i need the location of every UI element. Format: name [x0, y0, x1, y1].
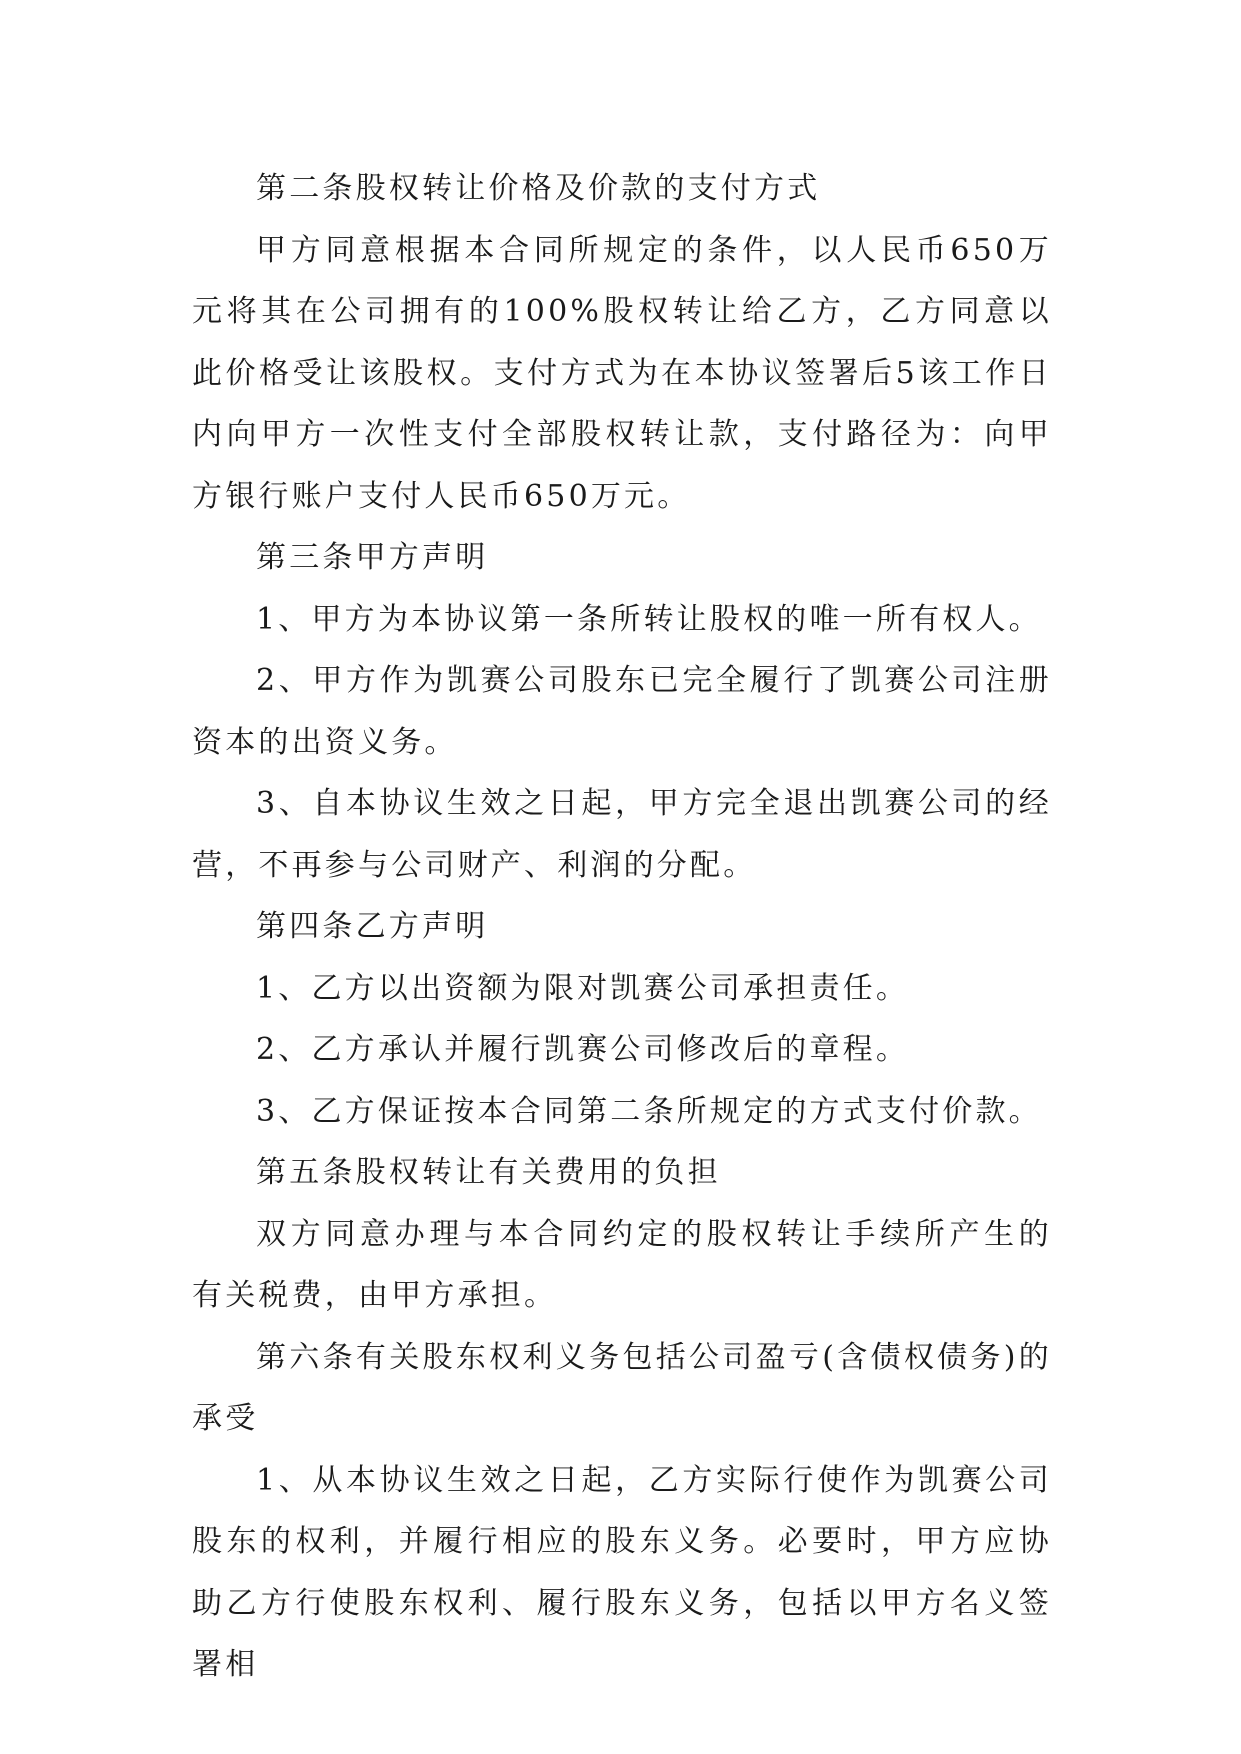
- section-2-paragraph: 甲方同意根据本合同所规定的条件，以人民币650万元将其在公司拥有的100%股权转让给乙方，乙方同意以此价格受让该股权。支付方式为在本协议签署后5该工作日内向甲方一次性支付全部股权转让款，支付路径为：向甲方银行账户支付人民币650万元。: [192, 232, 1052, 514]
- section-3-item-3: 3、自本协议生效之日起，甲方完全退出凯赛公司的经营，不再参与公司财产、利润的分配。: [192, 786, 1052, 883]
- section-6-heading: 第六条有关股东权利义务包括公司盈亏(含债权债务)的承受: [192, 1339, 1052, 1436]
- section-6-item-1: 1、从本协议生效之日起，乙方实际行使作为凯赛公司股东的权利，并履行相应的股东义务。必要时，甲方应协助乙方行使股东权利、履行股东义务，包括以甲方名义签署相: [192, 1462, 1052, 1682]
- section-2-heading: 第二条股权转让价格及价款的支付方式: [256, 171, 821, 206]
- section-5-heading: 第五条股权转让有关费用的负担: [256, 1155, 721, 1190]
- section-4-item-2: 2、乙方承认并履行凯赛公司修改后的章程。: [256, 1032, 910, 1067]
- section-4-item-3: 3、乙方保证按本合同第二条所规定的方式支付价款。: [256, 1093, 1042, 1129]
- section-3-item-1: 1、甲方为本协议第一条所转让股权的唯一所有权人。: [256, 601, 1042, 637]
- document-body: [192, 158, 1052, 1696]
- section-4-item-1: 1、乙方以出资额为限对凯赛公司承担责任。: [256, 970, 910, 1006]
- section-5-paragraph: 双方同意办理与本合同约定的股权转让手续所产生的有关税费，由甲方承担。: [192, 1216, 1052, 1313]
- section-3-heading: 第三条甲方声明: [256, 540, 489, 575]
- section-3-item-2: 2、甲方作为凯赛公司股东已完全履行了凯赛公司注册资本的出资义务。: [192, 663, 1052, 760]
- section-4-heading: 第四条乙方声明: [256, 909, 489, 944]
